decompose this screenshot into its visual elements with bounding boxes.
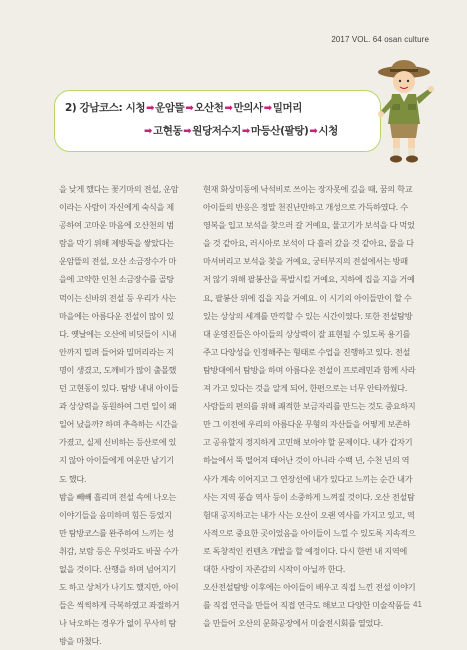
text-line: 공하여 고마운 마음에 오산천의 범 <box>59 220 174 231</box>
issue-header: 2017 VOL. 64 osan culture <box>331 35 429 44</box>
text-line: 던 고현동이 있다. 탐방 내내 아이들 <box>59 383 179 394</box>
text-line: 오산전설탐방 이후에는 아이들이 배우고 직접 느낀 전설 이야기 <box>203 582 416 593</box>
text-line: 명이 생겼고, 도깨비가 많이 출몰했 <box>59 364 177 375</box>
text-line: 방을 마쳤다. <box>59 636 102 647</box>
text-line: 주고 다양성을 인정해주는 형태로 수업을 진행하고 있다. 전설 <box>203 346 410 357</box>
text-line: 도 하고 상처가 나기도 했지만, 아이 <box>59 582 179 593</box>
text-line: 일어 났을까? 하며 추측하는 시간을 <box>59 419 178 430</box>
text-line: 만 그 이전에 우리의 아름다운 무형의 자산들을 어떻게 보존하 <box>203 419 410 430</box>
text-line: 지 않아 아이들에게 여운만 남기기 <box>59 455 174 466</box>
text-line: 만 탐방코스를 완주하여 느끼는 성 <box>59 527 174 538</box>
explorer-mascot-illustration <box>370 58 438 166</box>
text-line: 사가 계속 이어지고 그 연장선에 내가 있다고 느끼는 순간 내가 <box>203 473 413 484</box>
text-line: 안까지 밀려 들어와 밀머리라는 지 <box>59 346 174 357</box>
text-line: 아이들의 반응은 정말 천진난만하고 개성으로 가득하였다. 수 <box>203 202 408 213</box>
text-line: 가졌고, 실제 신비하는 등산로에 있 <box>59 437 177 448</box>
text-line: 대 운영진들은 아이들의 상상력이 잘 표현될 수 있도록 용기를 <box>203 328 410 339</box>
text-line: 져 가고 있다는 것을 알게 되어, 한편으로는 너무 안타까웠다. <box>203 383 407 394</box>
stop: 만의사 <box>233 102 263 114</box>
arrow-right-icon: ➡ <box>263 103 272 114</box>
text-line: 을 것 같아요, 러시아로 보석이 다 흘러 갔을 것 같아요, 물을 다 <box>203 238 414 249</box>
text-line: 사람들의 편의를 위해 쾌적한 보금자리를 만드는 것도 중요하지 <box>203 401 416 412</box>
text-line: 요, 팔봉산 위에 집을 지을 거예요. 이 시기의 아이들만이 할 수 <box>203 292 412 303</box>
text-line: 취감, 보람 등은 무엇과도 바꿀 수가 <box>59 545 179 556</box>
text-line: 저 않기 위해 팔봉산을 폭발시킬 거예요, 지하에 집을 지을 거예 <box>203 274 415 285</box>
stop: 마등산(팔탕) <box>250 125 309 137</box>
stop: 밀머리 <box>272 102 302 114</box>
text-line: 을 낮게 했다는 꽃기마의 전설, 운암 <box>59 184 179 194</box>
text-line: 영복을 입고 보석을 찾으러 갈 거예요, 물고기가 보석을 다 먹었 <box>203 220 415 231</box>
arrow-right-icon: ➡ <box>241 126 250 137</box>
body-column-left <box>59 180 193 650</box>
text-line: 현재 화상미동에 낙석비로 쓰이는 장자못에 깊을 때, 꿈의 학교 <box>203 184 413 194</box>
stop: 오산천 <box>194 102 224 114</box>
route-line-1 <box>65 100 302 115</box>
text-line: 이라는 사람이 자신에게 숙식을 제 <box>59 202 174 213</box>
stop: 시청 <box>125 102 146 114</box>
text-line: 다. 옛날에는 오산에 비딧들이 시내 <box>59 328 177 339</box>
text-line: 람을 막기 위해 제방둑을 쌓았다는 <box>59 238 174 249</box>
text-line: 사적으로 중요한 곳이었음을 아이들이 느낄 수 있도록 지속적으 <box>203 527 416 538</box>
text-line: 를 직접 연극을 만들어 직접 연극도 해보고 다양한 미술작품들 <box>203 600 410 611</box>
stop: 운암뜰 <box>155 102 185 114</box>
arrow-right-icon: ➡ <box>224 103 233 114</box>
text-line: 하늘에서 뚝 떨어져 태어난 것이 아니라 수백 년, 수천 년의 역 <box>203 455 410 466</box>
text-line: 탐방대에서 탐방을 하며 아름다운 전설이 프로레민과 함께 사라 <box>203 364 416 375</box>
text-line: 고 공유할지 정지하게 고민해 보아야 할 문제이다. 내가 갑자기 <box>203 437 413 448</box>
route-box <box>54 90 381 152</box>
stop: 시청 <box>318 125 338 137</box>
stop: 고현동 <box>152 125 183 137</box>
text-line: 마셔버리고 보석을 찾을 거예요, 궁터부지의 전설에서는 방패 <box>203 256 408 267</box>
course-label: 2) 강남코스: <box>65 102 123 114</box>
stop: 원당저수지 <box>192 125 241 137</box>
text-line: 험대 공지하고는 내가 사는 오산이 오랜 역사를 가지고 있고, 역 <box>203 509 415 520</box>
text-line: 을에 고약한 인천 소금장수를 골탕 <box>59 274 174 285</box>
text-line: 밤을 빼빼 흘리며 전설 속에 나오는 <box>59 491 177 502</box>
text-line: 있는 상상의 세계를 만끽할 수 있는 시간이였다. 또한 전설탐방 <box>203 310 413 321</box>
text-line: 나 낙오하는 경우가 없이 무사히 탐 <box>59 618 177 629</box>
text-line: 운암뜰의 전설, 오산 소금장수가 마 <box>59 256 177 267</box>
text-line: 과 상상력을 동원하여 그런 일이 왜 <box>59 401 177 412</box>
arrow-right-icon: ➡ <box>309 126 318 137</box>
text-line: 먹이는 신바위 전설 등 우리가 사는 <box>59 292 177 303</box>
arrow-right-icon: ➡ <box>183 126 192 137</box>
text-line: 사는 지역 풍습 역사 등이 소중하게 느껴질 것이다. 오산 전설탐 <box>203 491 415 502</box>
text-line: 로 독창적인 컨텐츠 개발을 할 예정이다. 다시 한번 내 지역에 <box>203 545 407 556</box>
route-line-2 <box>143 123 338 138</box>
text-line: 없을 것이다. 산행을 하며 넘어지기 <box>59 563 177 574</box>
text-line: 대한 사랑이 자존감의 시작이 아닐까 한다. <box>203 563 346 574</box>
page-number: 41 <box>413 600 422 609</box>
text-line: 을 만들어 오산의 문화공장에서 미술전시회를 열었다. <box>203 618 383 629</box>
arrow-right-icon: ➡ <box>146 103 155 114</box>
arrow-right-icon: ➡ <box>185 103 194 114</box>
text-line: 이야기들을 음미하며 힘든 등었지 <box>59 509 172 520</box>
arrow-right-icon: ➡ <box>144 126 152 137</box>
body-column-right <box>203 180 427 632</box>
text-line: 마을에는 아름다운 전설이 많이 있 <box>59 310 174 321</box>
text-line: 들은 씩씩하게 극복하였고 좌절하거 <box>59 600 180 611</box>
text-line: 도 했다. <box>59 473 87 484</box>
